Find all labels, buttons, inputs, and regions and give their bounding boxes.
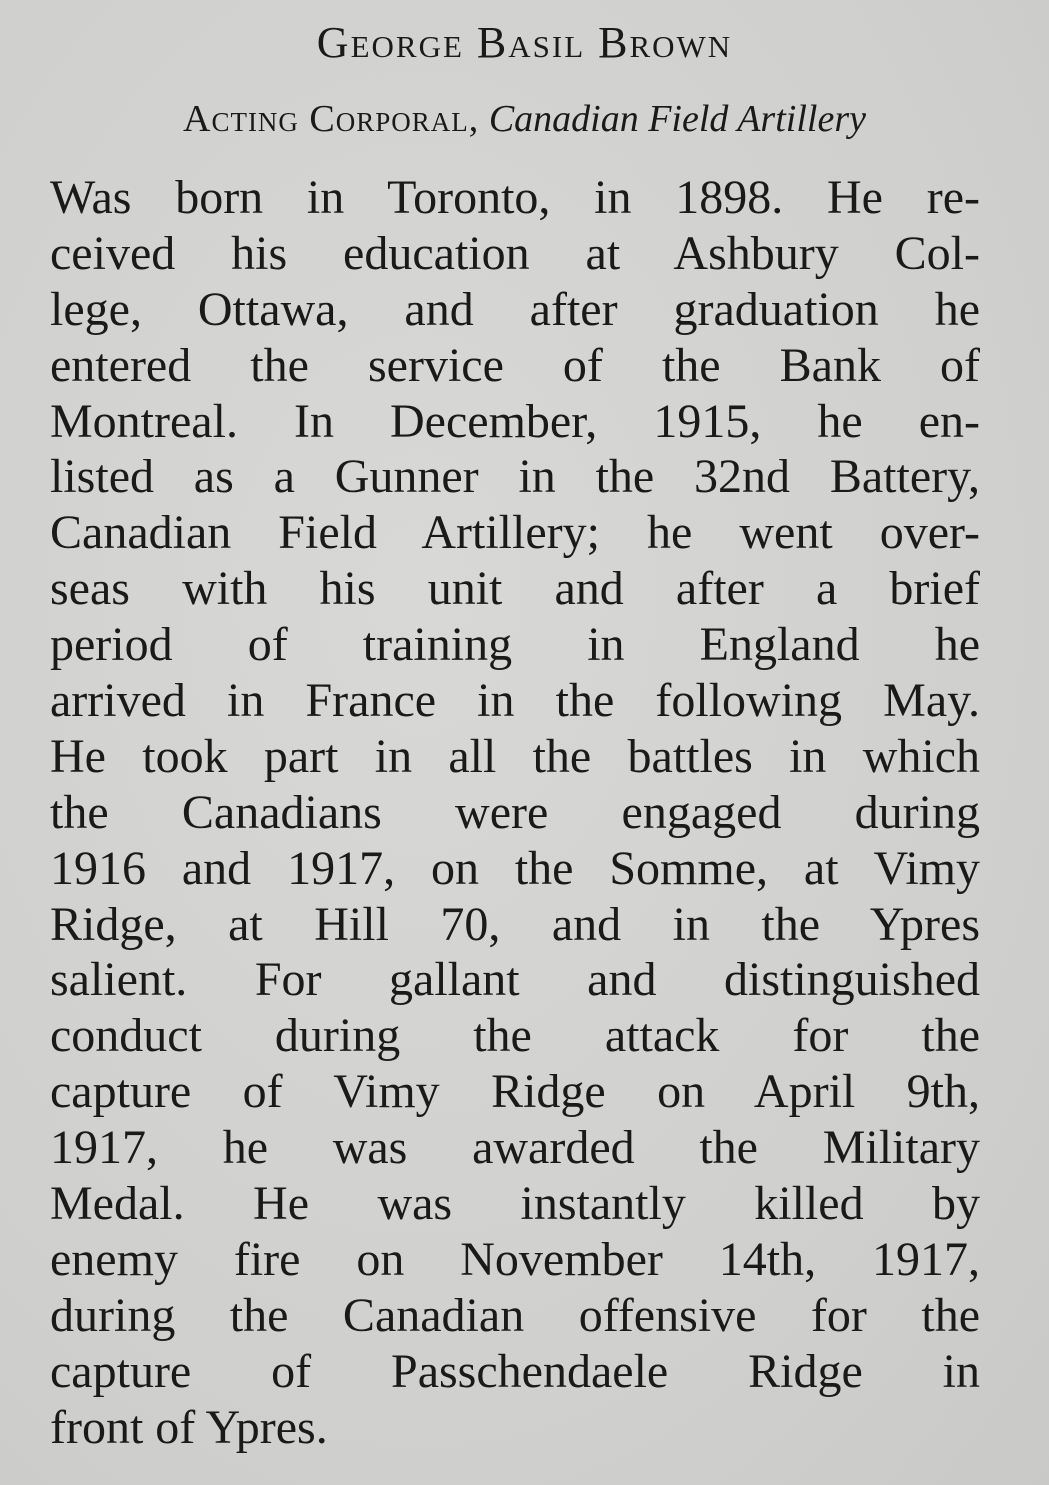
body-line: Montreal. In December, 1915, he en- (50, 394, 980, 448)
body-line: the Canadians were engaged during (50, 785, 980, 839)
body-line: Was born in Toronto, in 1898. He re- (50, 171, 980, 224)
rank-title: Acting Corporal, (183, 98, 480, 140)
body-line: capture of Passchendaele Ridge in (50, 1344, 980, 1398)
body-line: He took part in all the battles in which (50, 729, 980, 783)
body-line: entered the service of the Bank of (50, 338, 980, 392)
biography-text (50, 170, 980, 1455)
body-line: arrived in France in the following May. (50, 674, 980, 728)
body-line: conduct during the attack for the (50, 1009, 980, 1063)
body-line: lege, Ottawa, and after graduation he (50, 282, 980, 336)
body-line: ceived his education at Ashbury Col- (50, 226, 980, 280)
person-name: George Basil Brown (316, 18, 733, 67)
body-line: salient. For gallant and distinguished (50, 953, 980, 1007)
body-line: enemy fire on November 14th, 1917, (50, 1232, 980, 1286)
body-line: listed as a Gunner in the 32nd Battery, (50, 450, 980, 504)
body-line: period of training in England he (50, 618, 980, 672)
body-line: Canadian Field Artillery; he went over- (50, 506, 980, 560)
body-line: Medal. He was instantly killed by (50, 1177, 980, 1231)
rank-line (0, 96, 1049, 142)
unit-name: Canadian Field Artillery (488, 98, 866, 140)
body-line: seas with his unit and after a brief (50, 562, 980, 616)
body-line: Ridge, at Hill 70, and in the Ypres (50, 897, 980, 951)
body-line: front of Ypres. (50, 1400, 328, 1454)
body-line: capture of Vimy Ridge on April 9th, (50, 1065, 980, 1119)
body-line: 1917, he was awarded the Military (50, 1121, 980, 1175)
body-line: 1916 and 1917, on the Somme, at Vimy (50, 841, 980, 895)
body-line: during the Canadian offensive for the (50, 1288, 980, 1342)
